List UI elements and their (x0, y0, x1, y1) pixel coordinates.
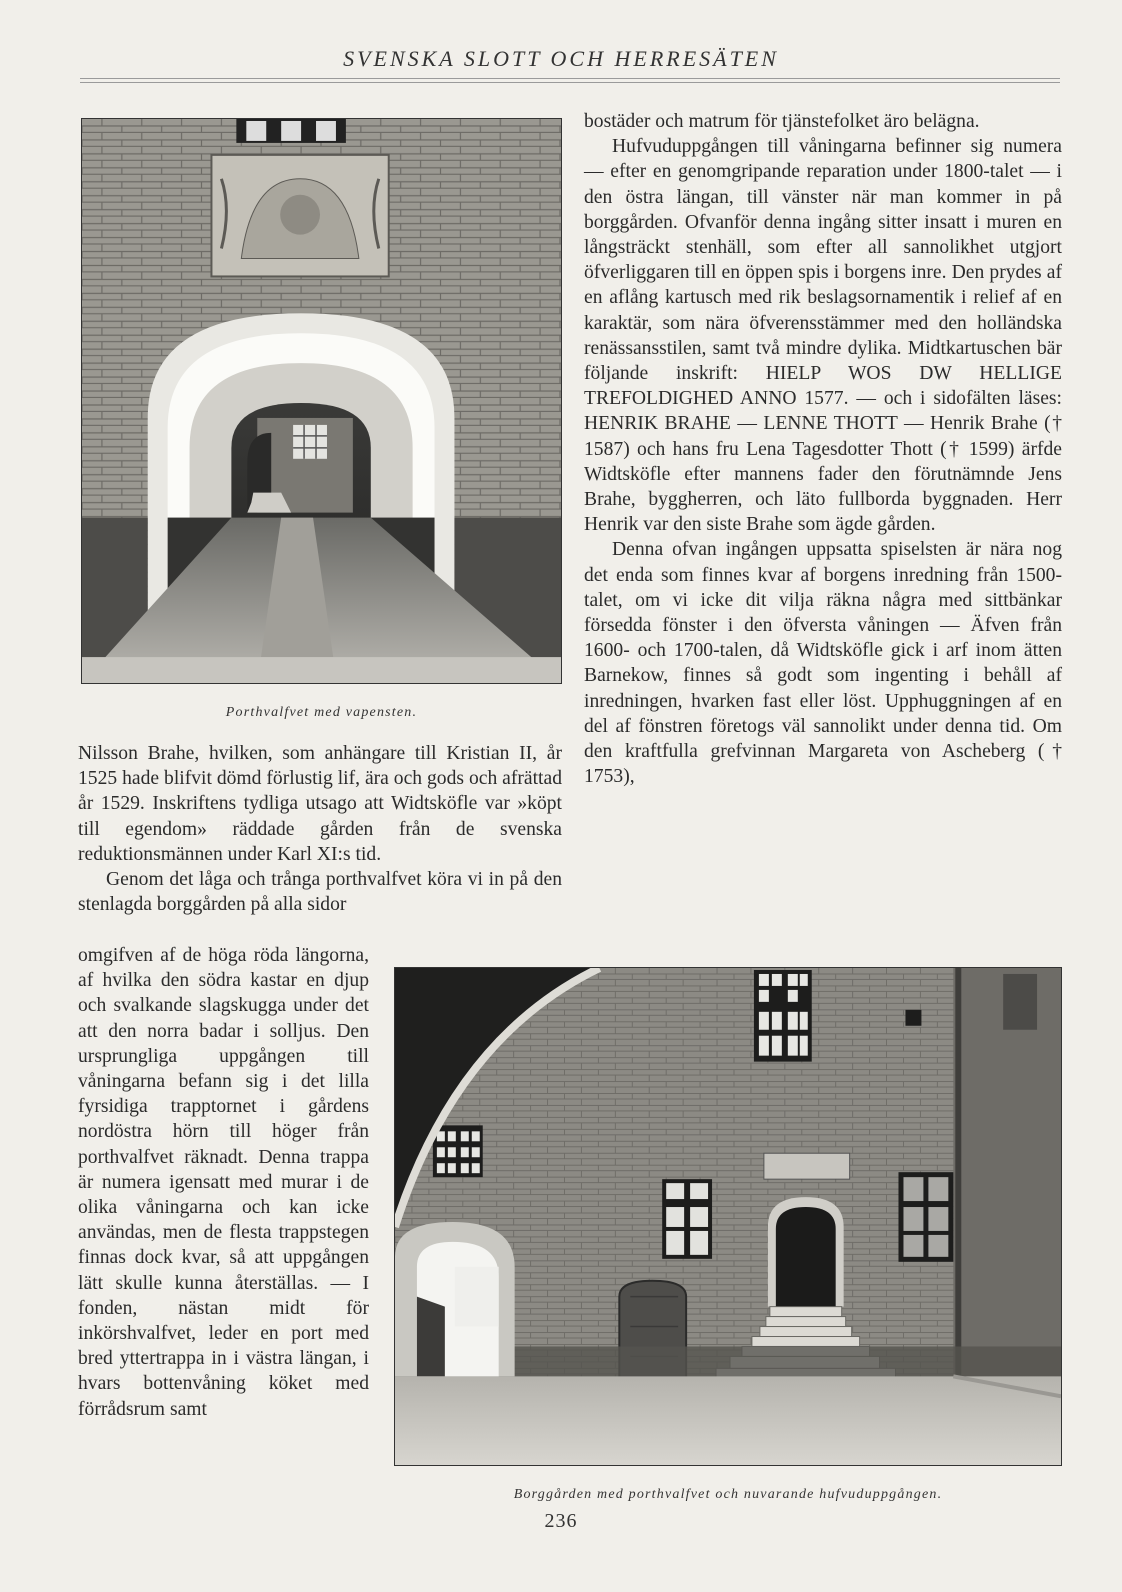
running-title: SVENSKA SLOTT OCH HERRESÄTEN (343, 46, 779, 71)
paragraph: Nilsson Brahe, hvilken, som anhängare till Kristian II, år 1525 hade blifvit dömd förlustig lif, ära och gods och afrättad år 1529. Inskriftens tydliga utsago att Widtsköfle var »köpt till egendom» räddade gården från de svenska reduktionsmännen under Karl XI:s tid. (78, 743, 562, 865)
figure-caption: Borggården med porthvalfvet och nuvarande hufvuduppgången. (513, 1487, 943, 1502)
paragraph: Hufvuduppgången till våningarna befinner sig numera — efter en genomgripande reparation under 1800-talet — i den östra längan, till vänster när man kommer in på borggården. Ofvanför denna ingång sitter insatt i muren en långsträckt stenhäll, som efter all sannolikhet utgjort öfverliggaren till en öppen spis i borgens inre. Den prydes af en aflång kartusch med rik beslagsornamentik i relief af en karaktär, som nära öfverensstämmer med den holländska renässansstilen, samt två mindre dylika. Midtkartuschen bär följande inskrift: HIELP WOS DW HELLIGE TREFOLDIGHED ANNO 1577. — och i sidofälten läses: HENRIK BRAHE — LENNE THOTT — Henrik Brahe († 1587) och hans fru Lena Tagesdotter Thott († 1599) ärfde Widtsköfle efter mannens fader den förutnämnde Jens Brahe, byggherren, och läto fullborda byggnaden. Herr Henrik var den siste Brahe som ägde gården. (584, 136, 1062, 536)
page-number: 236 (544, 1510, 578, 1532)
text-column-left (78, 741, 562, 917)
header-rule (80, 82, 1060, 83)
photo-courtyard (394, 967, 1062, 1466)
paragraph: Denna ofvan ingången uppsatta spiselsten är nära nog det enda som finnes kvar af borgens inredning från 1500-talet, om vi icke dit vilja räkna några med sittbänkar försedda fönster i den öfversta våningen — Äfven från 1600- och 1700-talen, då Widtsköfle gick i arf inom ätten Barnekow, finnes så godt som ingenting i behåll af inredningen, hvarken fast eller löst. Upphuggningen af en del af fönstren företogs väl sannolikt under denna tid. Om den kraftfulla grefvinnan Margareta von Ascheberg († 1753), (584, 539, 1062, 788)
gateway-vault-illustration (82, 119, 561, 683)
figure-caption: Porthvalfvet med vapensten. (225, 705, 418, 720)
paragraph: bostäder och matrum för tjänstefolket äro belägna. (584, 111, 980, 132)
courtyard-illustration (395, 968, 1061, 1465)
text-column-right (584, 109, 1062, 789)
paragraph: Genom det låga och trånga porthvalfvet köra vi in på den stenlagda borggården på alla sidor (78, 869, 562, 916)
text-column-left-narrow (78, 943, 369, 1422)
paragraph: omgifven af de höga röda längorna, af hvilka den södra kastar en djup och svalkande slagskugga under det att den norra badar i solljus. Den ursprungliga uppgången till våningarna befann sig i det lilla fyrsidiga trapptornet i gårdens nordöstra hörn till höger från porthvalfvet räknadt. Denna trappa är numera igensatt med murar i de olika våningarna och kan icke användas, men de flesta trappstegen finnas dock kvar, så att uppgången lätt skulle kunna återställas. — I fonden, nästan midt för inkörshvalfvet, leder en port med bred yttertrappa in i västra längan, i hvars bottenvåning köket med förrådsrum samt (78, 945, 369, 1420)
header-rule (80, 78, 1060, 79)
photo-gateway-vault (81, 118, 562, 684)
